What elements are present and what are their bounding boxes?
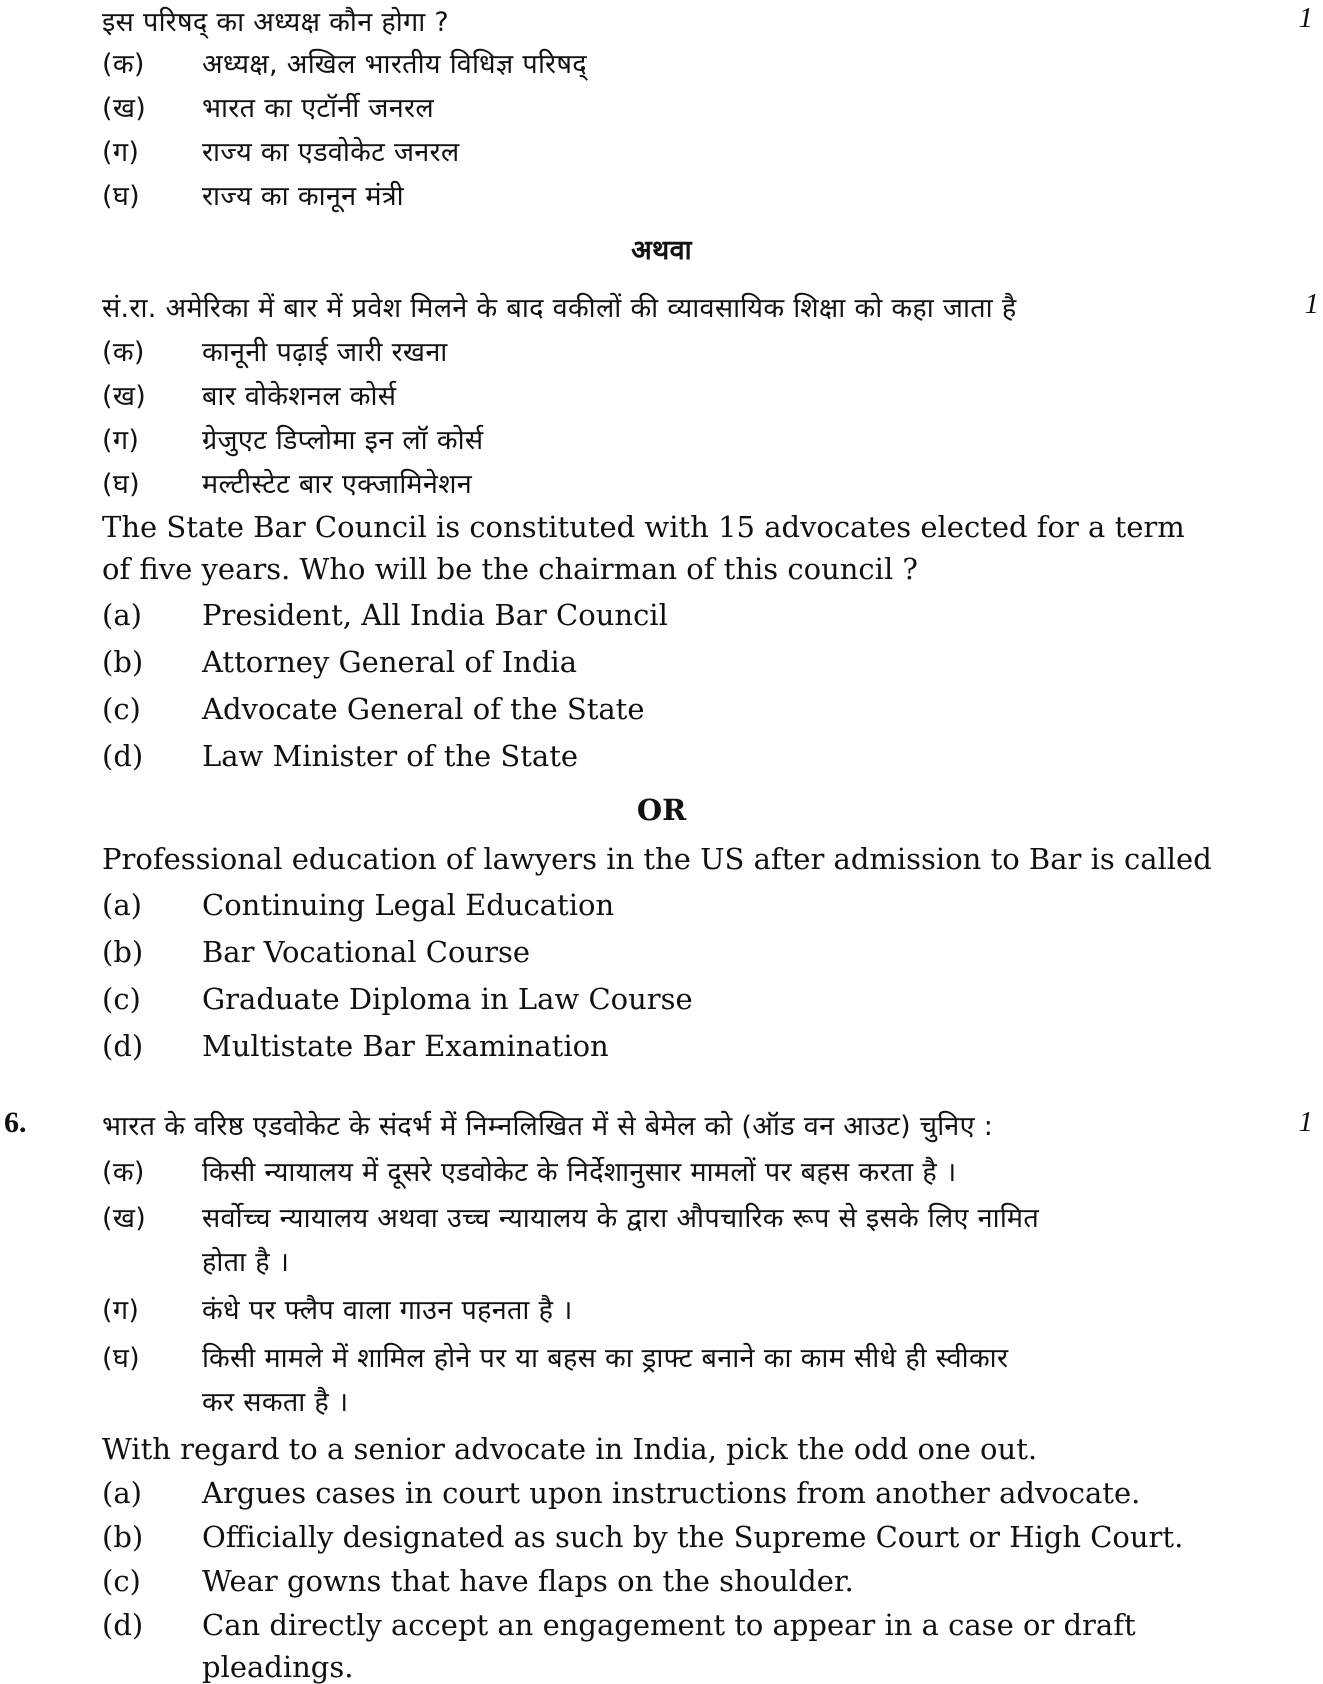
option-text: Law Minister of the State [202, 739, 579, 773]
option-label: (d) [102, 1029, 144, 1063]
q5-english-stem-line-1: The State Bar Council is constituted with 15 advocates elected for a term [102, 510, 1185, 544]
option-text: किसी मामले में शामिल होने पर या बहस का ड्राफ्ट बनाने का काम सीधे ही स्वीकार [202, 1343, 1009, 1374]
q6-number: 6. [4, 1106, 27, 1139]
option-label: (क) [102, 337, 145, 368]
q6-hi-option-4-continuation: कर सकता है । [202, 1387, 349, 1418]
q6-hi-option-2-continuation: होता है । [202, 1247, 290, 1278]
option-text: Multistate Bar Examination [202, 1029, 609, 1063]
option-label: (ग) [102, 1295, 140, 1326]
option-text: Wear gowns that have flaps on the shoulder. [202, 1564, 854, 1598]
option-text: Officially designated as such by the Supreme Court or High Court. [202, 1520, 1184, 1554]
q5-hindi-alt-stem: सं.रा. अमेरिका में बार में प्रवेश मिलने के बाद वकीलों की व्यावसायिक शिक्षा को कहा जाता है [102, 293, 1017, 324]
q5-english-stem-line-2: of five years. Who will be the chairman of this council ? [102, 552, 918, 586]
option-text: कानूनी पढ़ाई जारी रखना [202, 337, 448, 368]
option-label: (b) [102, 935, 144, 969]
q6-marks: 1 [1298, 1106, 1313, 1138]
q6-hindi-stem: भारत के वरिष्ठ एडवोकेट के संदर्भ में निम्नलिखित में से बेमेल को (ऑड वन आउट) चुनिए : [102, 1111, 994, 1142]
option-text: भारत का एटॉर्नी जनरल [202, 93, 434, 124]
option-text: राज्य का कानून मंत्री [202, 181, 404, 212]
q5-hindi-or-divider: अथवा [631, 235, 692, 266]
q5-english-or-divider: OR [636, 793, 687, 827]
option-text: Advocate General of the State [202, 692, 645, 726]
option-label: (घ) [102, 469, 140, 500]
option-text: सर्वोच्च न्यायालय अथवा उच्च न्यायालय के द्वारा औपचारिक रूप से इसके लिए नामित [202, 1203, 1040, 1234]
option-label: (ख) [102, 381, 147, 412]
q6-english-stem: With regard to a senior advocate in India, pick the odd one out. [102, 1432, 1038, 1466]
option-label: (घ) [102, 181, 140, 212]
q5-alt-marks: 1 [1304, 288, 1319, 320]
option-text: किसी न्यायालय में दूसरे एडवोकेट के निर्देशानुसार मामलों पर बहस करता है । [202, 1157, 957, 1188]
option-text: Argues cases in court upon instructions from another advocate. [202, 1476, 1141, 1510]
option-label: (a) [102, 888, 142, 922]
option-label: (ग) [102, 425, 140, 456]
option-text: अध्यक्ष, अखिल भारतीय विधिज्ञ परिषद् [202, 49, 587, 80]
option-label: (a) [102, 598, 142, 632]
option-text: President, All India Bar Council [202, 598, 668, 632]
option-label: (c) [102, 982, 141, 1016]
option-label: (b) [102, 1520, 144, 1554]
option-text: मल्टीस्टेट बार एक्जामिनेशन [202, 469, 473, 500]
option-label: (क) [102, 49, 145, 80]
option-label: (b) [102, 645, 144, 679]
q5-marks: 1 [1298, 2, 1313, 34]
q5-hindi-stem: इस परिषद् का अध्यक्ष कौन होगा ? [102, 7, 450, 38]
option-text: Bar Vocational Course [202, 935, 531, 969]
option-text: राज्य का एडवोकेट जनरल [202, 137, 460, 168]
q6-en-option-d-continuation: pleadings. [202, 1650, 354, 1684]
option-label: (c) [102, 1564, 141, 1598]
option-text: Continuing Legal Education [202, 888, 615, 922]
option-text: Attorney General of India [202, 645, 577, 679]
option-label: (ख) [102, 1203, 147, 1234]
option-text: बार वोकेशनल कोर्स [202, 381, 397, 412]
option-text: Can directly accept an engagement to appear in a case or draft [202, 1608, 1136, 1642]
option-label: (d) [102, 1608, 144, 1642]
option-label: (क) [102, 1157, 145, 1188]
option-label: (a) [102, 1476, 142, 1510]
option-label: (d) [102, 739, 144, 773]
option-label: (c) [102, 692, 141, 726]
option-text: कंधे पर फ्लैप वाला गाउन पहनता है । [202, 1295, 573, 1326]
option-label: (घ) [102, 1343, 140, 1374]
q5-english-alt-stem: Professional education of lawyers in the US after admission to Bar is called [102, 842, 1212, 876]
option-label: (ग) [102, 137, 140, 168]
option-label: (ख) [102, 93, 147, 124]
option-text: ग्रेजुएट डिप्लोमा इन लॉ कोर्स [202, 425, 484, 456]
option-text: Graduate Diploma in Law Course [202, 982, 693, 1016]
